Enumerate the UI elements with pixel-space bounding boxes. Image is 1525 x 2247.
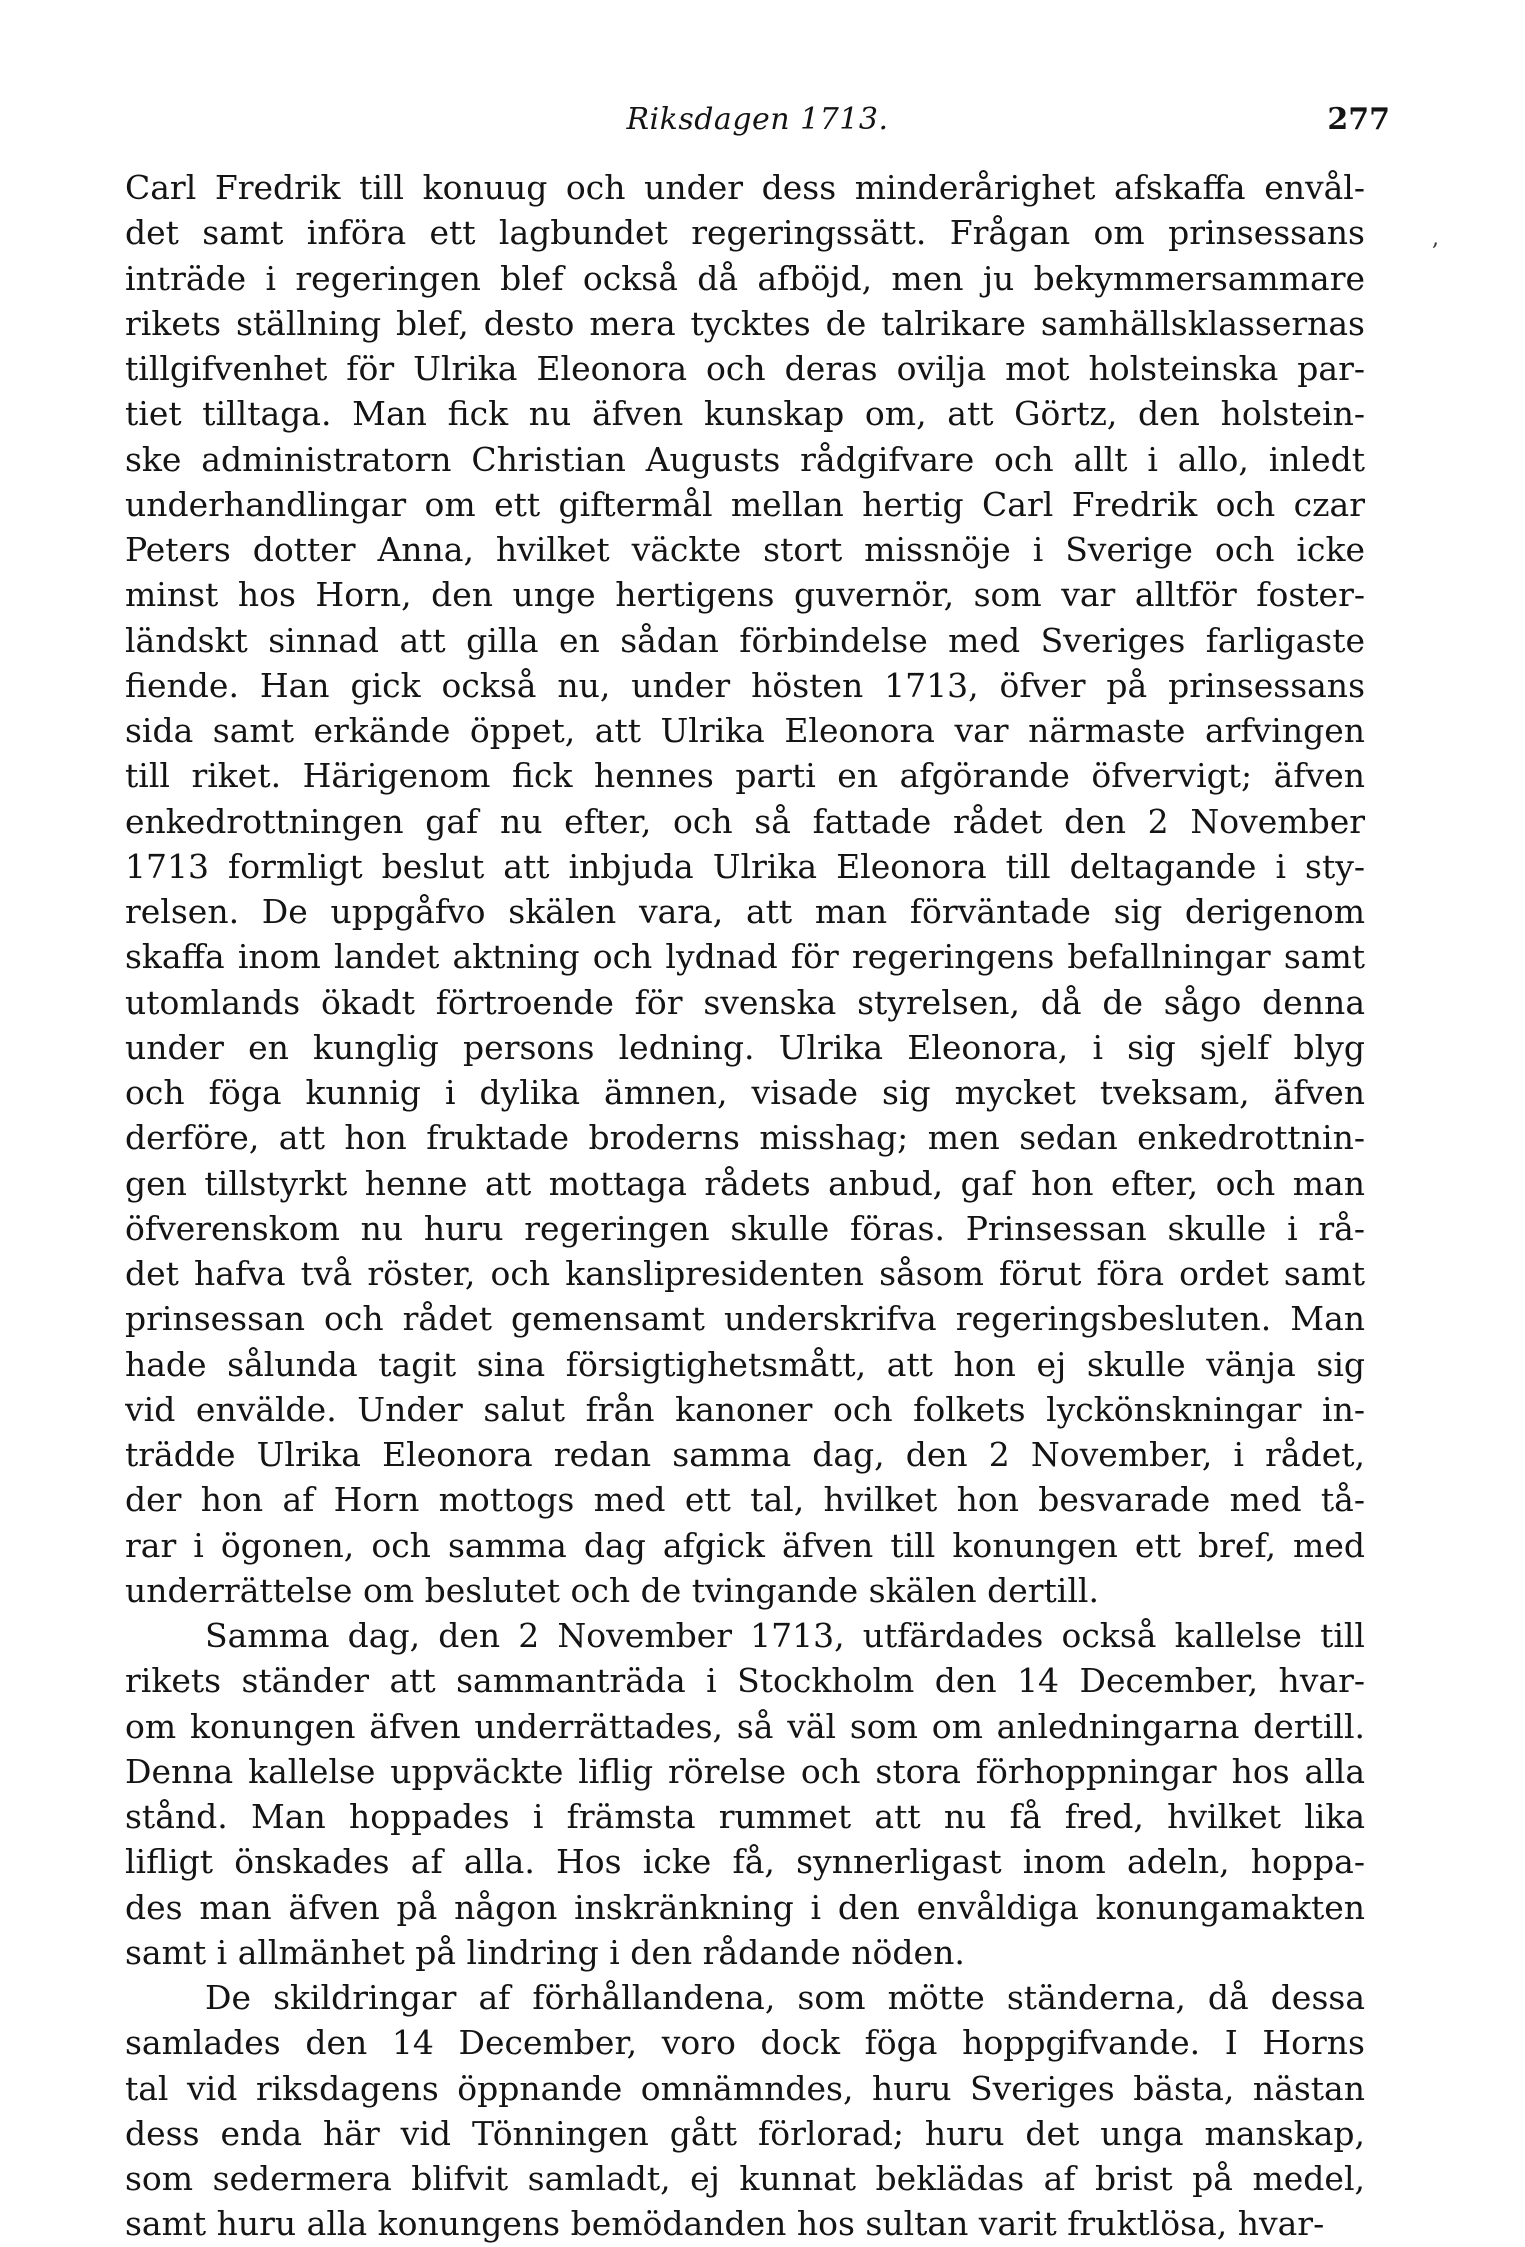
text-line: ske administratorn Christian Augusts rådgifvare och allt i allo, inledt [125,439,1365,479]
page-number: 277 [1327,102,1390,137]
text-line: Carl Fredrik till konuug och under dess minderårighet afskaffa envål- [125,168,1365,207]
text-line: sida samt erkände öppet, att Ulrika Eleonora var närmaste arfvingen [125,711,1365,750]
text-line: enkedrottningen gaf nu efter, och så fattade rådet den 2 November [125,801,1365,841]
text-line: utomlands ökadt förtroende för svenska styrelsen, då de sågo denna [125,982,1365,1022]
text-line: rikets ställning blef, desto mera tycktes de talrikare samhällsklassernas [125,303,1365,343]
text-line: till riket. Härigenom fick hennes parti en afgörande öfvervigt; äfven [125,756,1365,796]
text-line: gen tillstyrkt henne att mottaga rådets anbud, gaf hon efter, och man [125,1163,1365,1203]
text-line: der hon af Horn mottogs med ett tal, hvilket hon besvarade med tå- [125,1480,1365,1520]
text-line: som sedermera blifvit samladt, ej kunnat beklädas af brist på medel, [125,2159,1365,2198]
text-line: Samma dag, den 2 November 1713, utfärdades också kallelse till [205,1616,1365,1655]
margin-mark: , [1432,226,1439,251]
text-line: underhandlingar om ett giftermål mellan hertig Carl Fredrik och czar [125,484,1365,524]
text-line: rikets ständer att sammanträda i Stockholm den 14 December, hvar- [125,1661,1365,1701]
text-line: hade sålunda tagit sina försigtighetsmått, att hon ej skulle vänja sig [125,1344,1365,1384]
text-line: Peters dotter Anna, hvilket väckte stort missnöje i Sverige och icke [125,530,1365,569]
text-line: underrättelse om beslutet och de tvingande skälen dertill. [125,1570,1099,1610]
text-line: Denna kallelse uppväckte liflig rörelse och stora förhoppningar hos alla [125,1751,1365,1791]
paragraph [125,165,1365,1613]
text-line: derföre, att hon fruktade broderns misshag; men sedan enkedrottnin- [125,1118,1365,1158]
text-line: 1713 formligt beslut att inbjuda Ulrika Eleonora till deltagande i sty- [125,846,1365,886]
text-line: samt i allmänhet på lindring i den rådande nöden. [125,1932,965,1972]
text-line: det hafva två röster, och kanslipresidenten såsom förut föra ordet samt [125,1254,1365,1293]
text-line: om konungen äfven underrättades, så väl som om anledningarna dertill. [125,1706,1365,1746]
text-line: dess enda här vid Tönningen gått förlorad; huru det unga manskap, [125,2113,1365,2153]
paragraph [125,1975,1365,2247]
text-line: De skildringar af förhållandena, som mötte ständerna, då dessa [205,1978,1365,2017]
text-line: stånd. Man hoppades i främsta rummet att nu få fred, hvilket lika [125,1797,1365,1836]
text-line: inträde i regeringen blef också då afböjd, men ju bekymmersammare [125,258,1365,298]
text-line: under en kunglig persons ledning. Ulrika Eleonora, i sig sjelf blyg [125,1027,1365,1067]
text-line: tal vid riksdagens öppnande omnämndes, huru Sveriges bästa, nästan [125,2068,1365,2108]
text-line: det samt införa ett lagbundet regeringssätt. Frågan om prinsessans [125,213,1365,253]
text-line: rar i ögonen, och samma dag afgick äfven till konungen ett bref, med [125,1525,1365,1565]
paragraph [125,1613,1365,1975]
text-line: relsen. De uppgåfvo skälen vara, att man förväntade sig derigenom [125,892,1365,931]
text-line: minst hos Horn, den unge hertigens guvernör, som var alltför foster- [125,575,1365,615]
text-line: lifligt önskades af alla. Hos icke få, synnerligast inom adeln, hoppa- [125,1842,1365,1882]
text-line: prinsessan och rådet gemensamt underskrifva regeringsbesluten. Man [125,1299,1365,1339]
body-text [125,165,1365,2247]
text-line: des man äfven på någon inskränkning i den envåldiga konungamakten [125,1887,1365,1927]
text-line: samt huru alla konungens bemödanden hos sultan varit fruktlösa, hvar- [125,2204,1325,2244]
text-line: ländskt sinnad att gilla en sådan förbindelse med Sveriges farligaste [125,620,1365,660]
text-line: trädde Ulrika Eleonora redan samma dag, den 2 November, i rådet, [125,1435,1365,1474]
text-line: och föga kunnig i dylika ämnen, visade sig mycket tveksam, äfven [125,1073,1365,1112]
text-line: skaffa inom landet aktning och lydnad för regeringens befallningar samt [125,937,1365,977]
text-line: vid envälde. Under salut från kanoner och folkets lyckönskningar in- [125,1389,1365,1429]
running-head [125,100,1390,150]
text-line: samlades den 14 December, voro dock föga hoppgifvande. I Horns [125,2023,1365,2063]
text-line: tiet tilltaga. Man fick nu äfven kunskap om, att Görtz, den holstein- [125,394,1365,434]
text-line: öfverenskom nu huru regeringen skulle föras. Prinsessan skulle i rå- [125,1208,1365,1248]
text-line: fiende. Han gick också nu, under hösten 1713, öfver på prinsessans [125,665,1365,705]
running-title: Riksdagen 1713. [626,102,889,137]
text-line: tillgifvenhet för Ulrika Eleonora och deras ovilja mot holsteinska par- [125,349,1365,388]
